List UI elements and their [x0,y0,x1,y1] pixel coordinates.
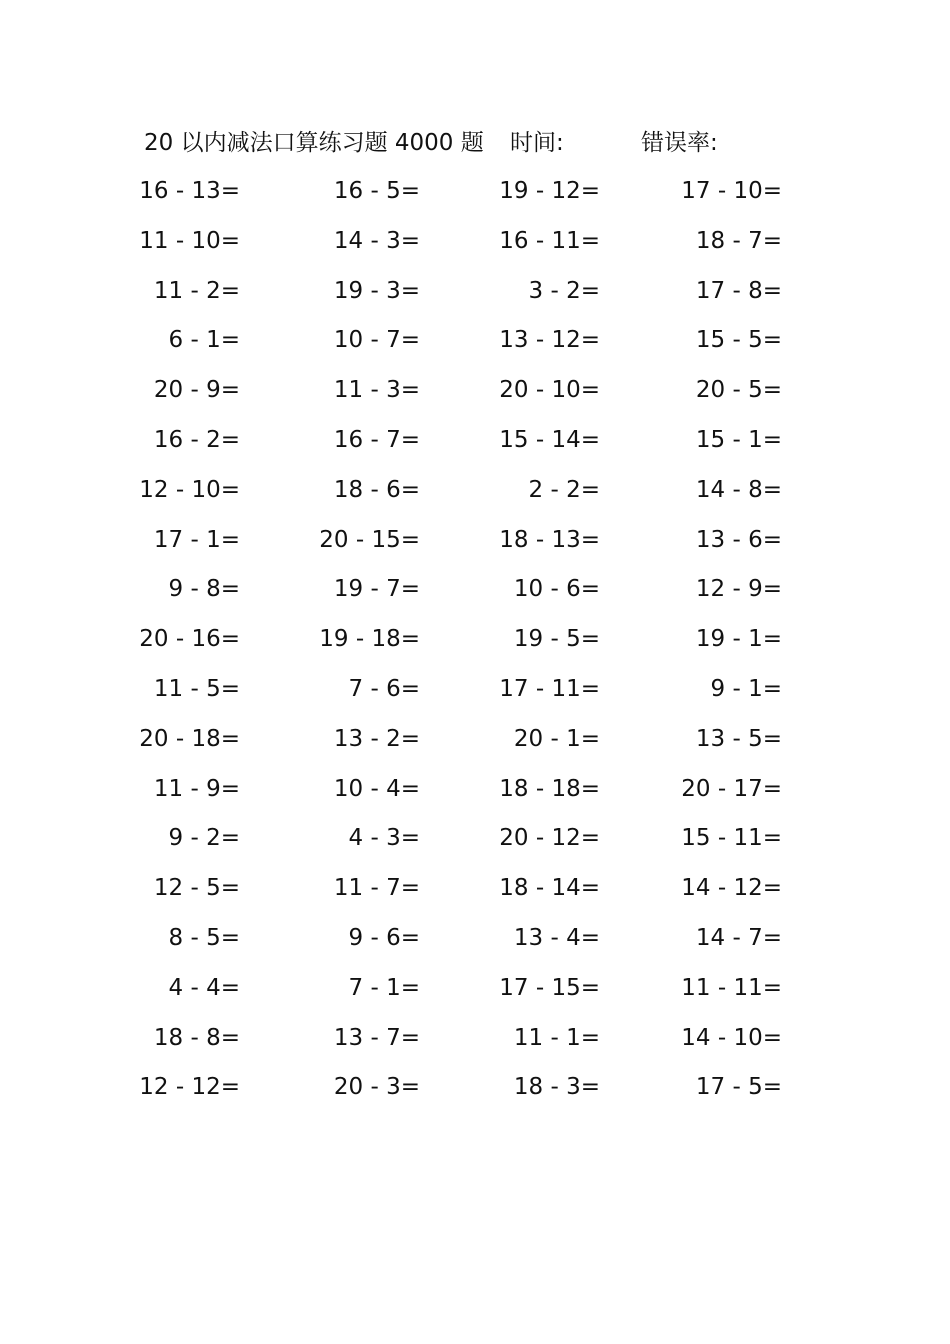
problem-row [0,423,950,473]
problem-row [0,1070,950,1120]
problem-item: 17 - 1= [153,526,240,553]
problem-item: 18 - 7= [695,227,782,254]
problem-row [0,871,950,921]
problem-item: 12 - 9= [695,576,782,603]
problem-item: 7 - 6= [348,675,420,702]
problem-row [0,1021,950,1071]
problem-item: 20 - 5= [695,377,782,404]
problem-row [0,821,950,871]
problem-item: 16 - 7= [333,426,420,453]
problem-item: 9 - 6= [348,924,420,951]
problem-row [0,224,950,274]
problem-item: 19 - 7= [333,576,420,603]
problem-item: 17 - 5= [695,1074,782,1101]
problem-item: 12 - 5= [153,875,240,902]
problem-item: 4 - 4= [168,974,240,1001]
worksheet-header [144,126,844,160]
problem-item: 19 - 12= [499,178,600,204]
problem-row [0,772,950,822]
problem-item: 16 - 2= [153,426,240,453]
problem-item: 11 - 11= [681,974,782,1001]
error-rate-label: 错误率: [641,130,718,156]
problem-item: 11 - 3= [333,377,420,404]
problem-item: 20 - 1= [513,725,600,752]
problem-item: 20 - 3= [333,1074,420,1101]
problem-item: 15 - 11= [681,825,782,852]
problem-item: 20 - 16= [139,626,240,653]
problem-item: 13 - 6= [695,526,782,553]
problem-item: 13 - 5= [695,725,782,752]
problem-item: 14 - 8= [695,476,782,503]
problem-item: 15 - 1= [695,426,782,453]
problem-item: 11 - 9= [153,775,240,802]
problem-item: 11 - 1= [513,1024,600,1051]
problem-item: 14 - 3= [333,227,420,254]
problem-item: 17 - 10= [681,178,782,204]
problem-row [0,921,950,971]
problem-row [0,971,950,1021]
problem-item: 20 - 18= [139,725,240,752]
problem-item: 14 - 12= [681,875,782,902]
problem-item: 19 - 18= [319,626,420,653]
problem-item: 8 - 5= [168,924,240,951]
problem-item: 16 - 11= [499,227,600,254]
problem-grid [0,174,950,1120]
problem-item: 11 - 2= [153,277,240,304]
problem-item: 18 - 3= [513,1074,600,1101]
problem-item: 9 - 1= [710,675,782,702]
problem-row [0,622,950,672]
problem-row [0,722,950,772]
problem-item: 4 - 3= [348,825,420,852]
problem-item: 18 - 6= [333,476,420,503]
problem-row [0,672,950,722]
problem-item: 10 - 7= [333,327,420,354]
problem-item: 19 - 5= [513,626,600,653]
problem-item: 14 - 10= [681,1024,782,1051]
problem-item: 3 - 2= [528,277,600,304]
problem-item: 9 - 2= [168,825,240,852]
problem-item: 12 - 12= [139,1074,240,1101]
problem-item: 9 - 8= [168,576,240,603]
worksheet-title: 20 以内减法口算练习题 4000 题 [144,130,484,156]
problem-item: 13 - 12= [499,327,600,354]
problem-item: 12 - 10= [139,476,240,503]
problem-item: 20 - 12= [499,825,600,852]
problem-item: 20 - 10= [499,377,600,404]
problem-item: 14 - 7= [695,924,782,951]
problem-item: 17 - 15= [499,974,600,1001]
problem-item: 2 - 2= [528,476,600,503]
problem-item: 17 - 11= [499,675,600,702]
problem-item: 15 - 5= [695,327,782,354]
problem-item: 20 - 17= [681,775,782,802]
problem-item: 6 - 1= [168,327,240,354]
problem-item: 11 - 7= [333,875,420,902]
problem-item: 15 - 14= [499,426,600,453]
problem-row [0,274,950,324]
problem-item: 20 - 15= [319,526,420,553]
problem-row [0,572,950,622]
problem-item: 11 - 5= [153,675,240,702]
problem-item: 10 - 4= [333,775,420,802]
problem-item: 11 - 10= [139,227,240,254]
problem-row [0,373,950,423]
problem-item: 16 - 5= [333,178,420,204]
problem-item: 18 - 14= [499,875,600,902]
problem-item: 17 - 8= [695,277,782,304]
problem-item: 18 - 13= [499,526,600,553]
time-label: 时间: [510,130,564,156]
problem-row [0,174,950,224]
problem-item: 13 - 4= [513,924,600,951]
problem-row [0,473,950,523]
problem-item: 13 - 2= [333,725,420,752]
problem-item: 13 - 7= [333,1024,420,1051]
problem-row [0,323,950,373]
problem-item: 19 - 1= [695,626,782,653]
problem-item: 19 - 3= [333,277,420,304]
problem-item: 18 - 8= [153,1024,240,1051]
problem-item: 20 - 9= [153,377,240,404]
problem-item: 7 - 1= [348,974,420,1001]
problem-item: 16 - 13= [139,178,240,204]
problem-item: 10 - 6= [513,576,600,603]
problem-row [0,523,950,573]
problem-item: 18 - 18= [499,775,600,802]
